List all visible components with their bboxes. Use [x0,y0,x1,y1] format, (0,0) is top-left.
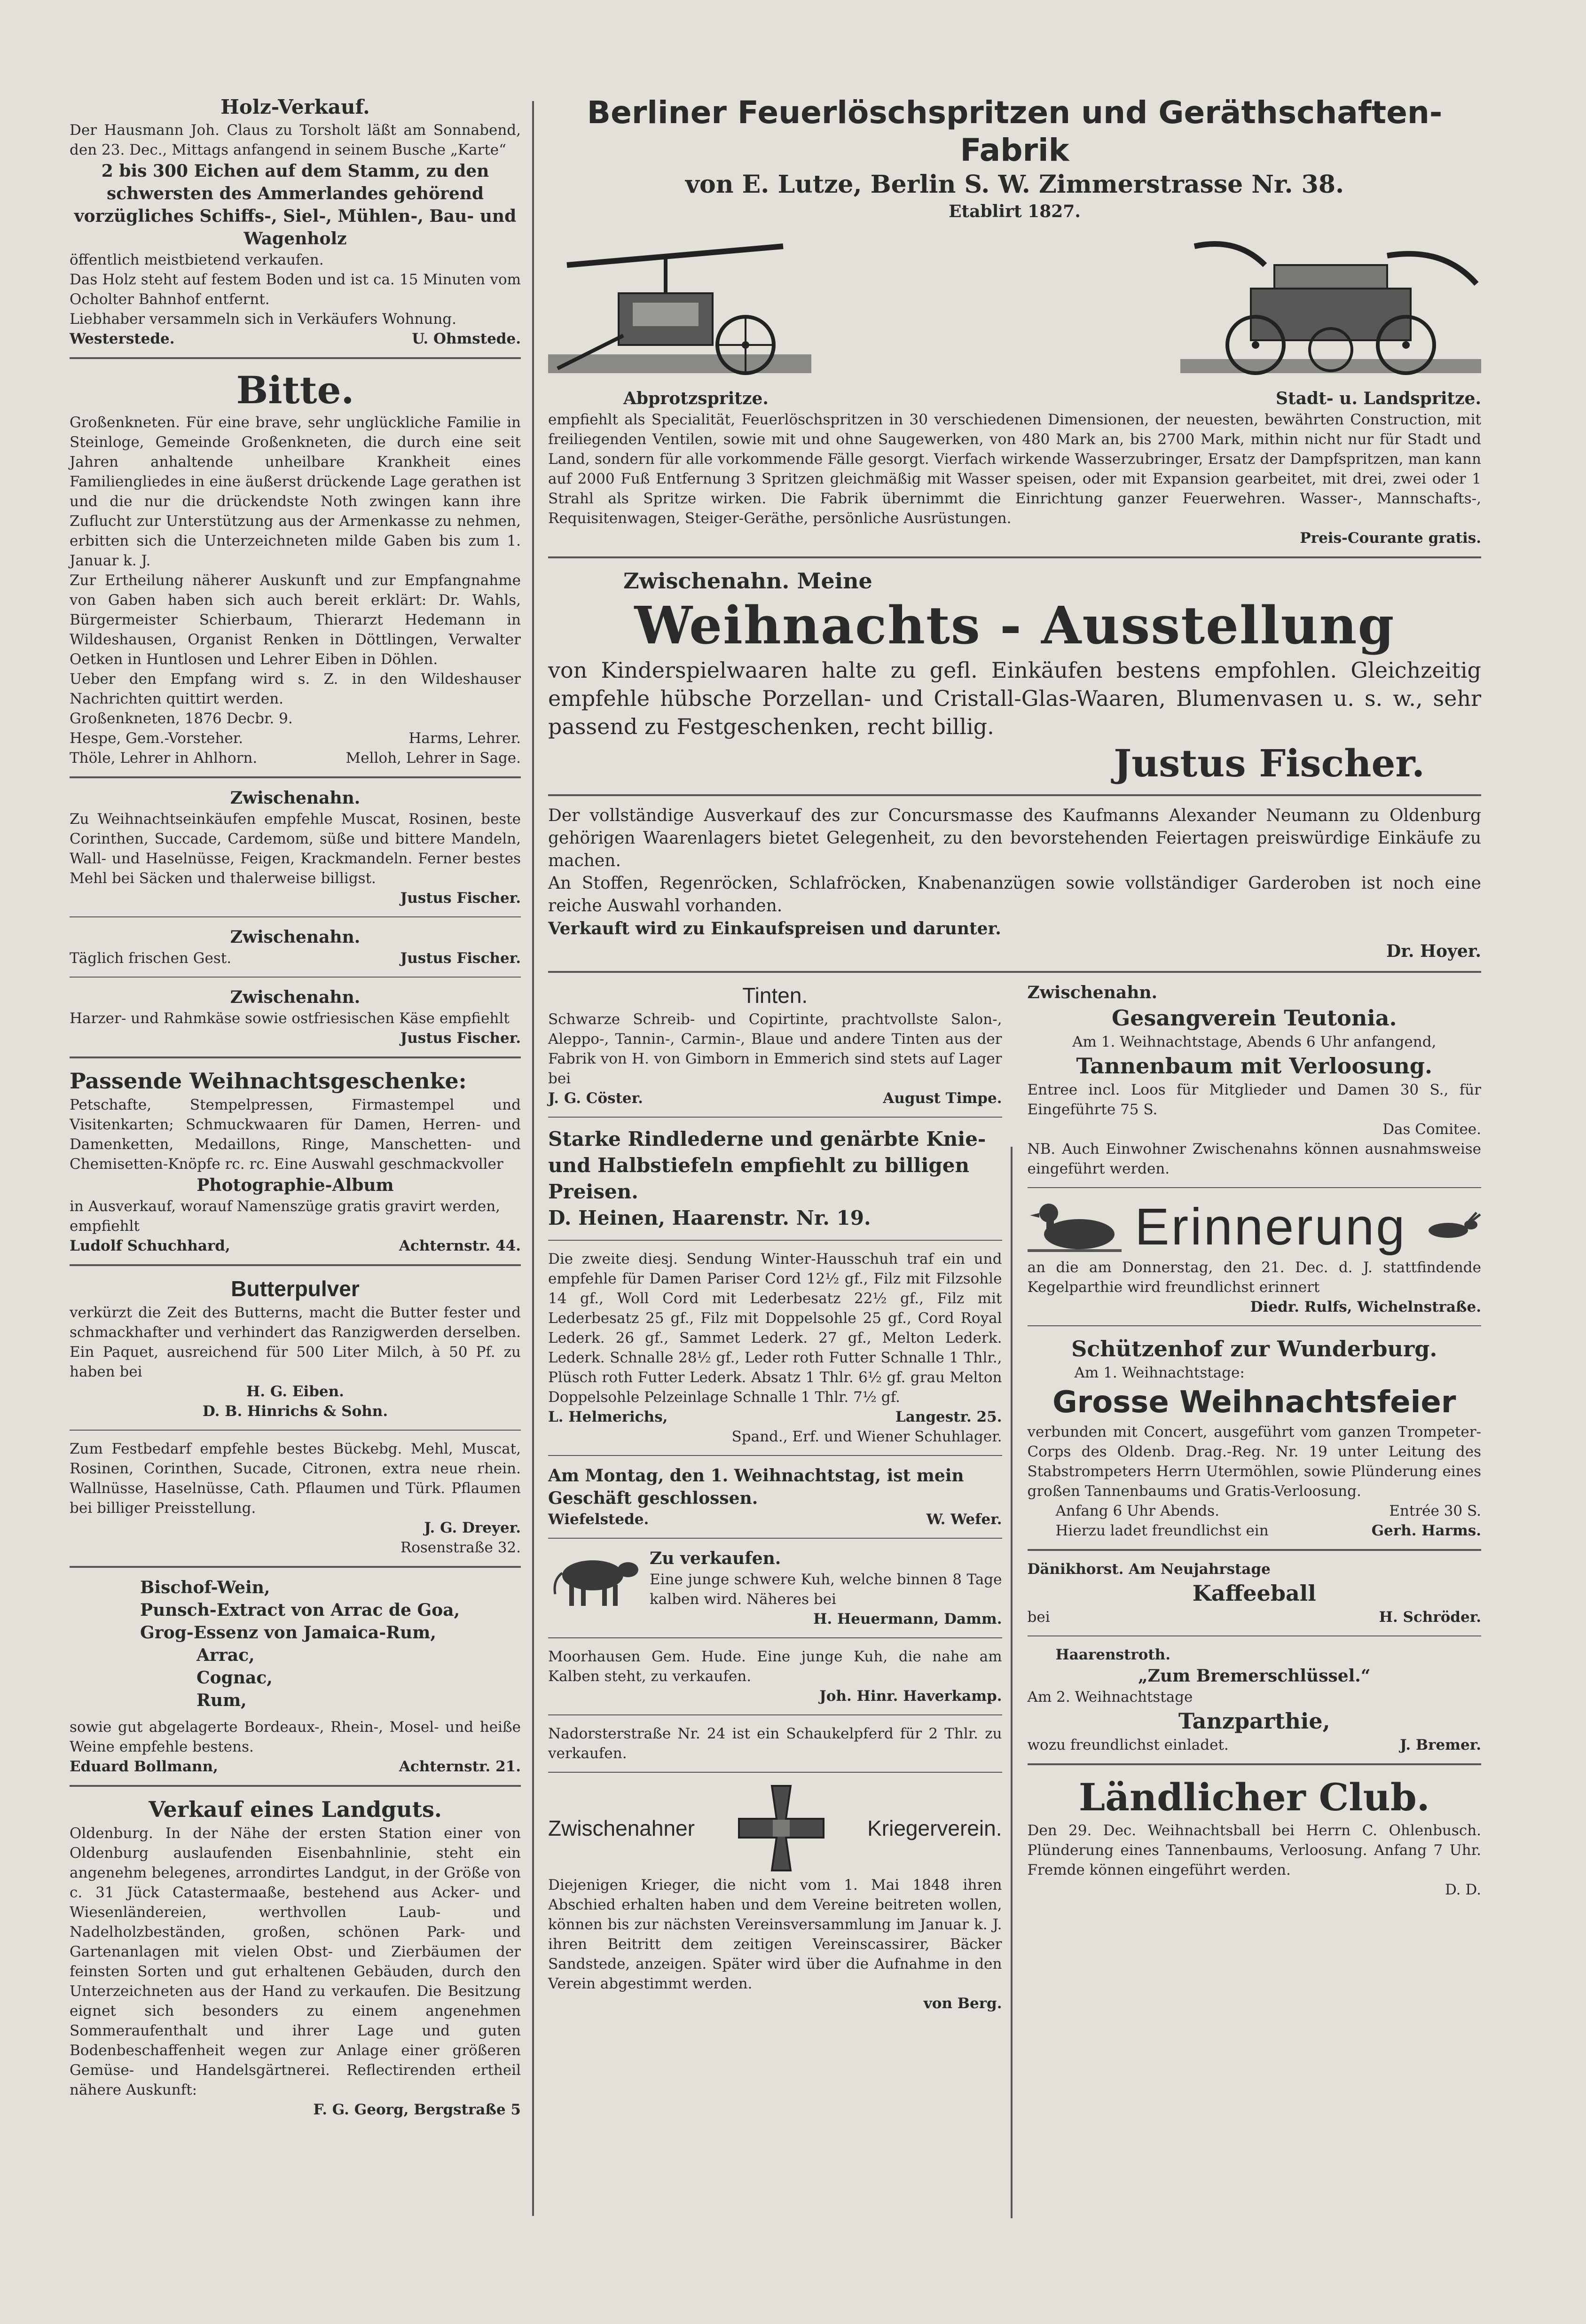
ad-divider [1028,1763,1482,1765]
ad-item: Arrac, [196,1645,255,1665]
ad-text: Hierzu ladet freundlichst ein [1055,1522,1269,1539]
ad-text: Zum Festbedarf empfehle bestes Bückebg. Mehl, Muscat, Rosinen, Corinthen, Sucade, Citronen, extra neue rhein. Wallnüsse, Haselnüsse, Cath. Pflaumen und Türk. Pflaumen bei billiger Preisstellung. [70,1440,521,1517]
ad-heinen [548,1126,1002,1231]
sig-name: L. Helmerichs, [548,1408,668,1425]
ad-title: Tinten. [742,983,808,1008]
sig-name: Thöle, Lehrer in Ahlhorn. [70,750,258,767]
ad-teutonia [1028,981,1482,1179]
iron-cross-icon [734,1781,828,1875]
ad-wefer [548,1464,1002,1529]
ad-divider [548,1240,1002,1241]
sig-name: U. Ohmstede. [412,330,521,347]
ad-signature: Diedr. Rulfs, Wichelnstraße. [1250,1299,1481,1315]
ad-divider [70,1430,521,1431]
ad-kuh-text [642,1547,1002,1629]
ad-kriegerverein [548,1781,1002,2013]
ad-title: Gesangverein Teutonia. [1111,1005,1397,1031]
ad-text: von Kinderspielwaaren halte zu gefl. Einkäufen bestens empfohlen. Gleichzeitig empfehle hübsche Porzellan- und Cristall-Glas-Waaren, Blumenvasen u. s. w., sehr passend zu Festgeschenken, recht billig. [548,657,1481,739]
ad-text: Zur Ertheilung näherer Auskunft und zur Empfangnahme von Gaben haben sich auch bereit erklärt: Dr. Wahls, Bürgermeister Schierbaum, Thierarzt Hedemann in Wildeshausen, Organist Renken in Döttlingen, Verwalter Oetken in Huntlosen und Lehrer Eiben in Döhlen. [70,572,521,668]
ad-signature [548,1088,1002,1108]
ad-signature [70,1757,521,1776]
ad-row [1028,1521,1482,1541]
ad-laendlicher-club [1028,1774,1482,1900]
ad-divider [548,1772,1002,1773]
ad-title: Kriegerverein. [867,1816,1002,1840]
caption: Stadt- u. Landspritze. [1275,389,1481,408]
ad-neumann-ausverkauf [548,805,1481,962]
engine-illustrations [548,227,1481,383]
ad-text-bold: Am Montag, den 1. Weihnachtstag, ist mein Geschäft geschlossen. [548,1466,964,1508]
ad-title: Grosse Weihnachtsfeier [1052,1385,1456,1420]
ad-text: Das Holz steht auf festem Boden und ist ca. 15 Minuten vom Ocholter Bahnhof entfernt. [70,271,521,308]
ad-signature: H. Schröder. [1379,1609,1481,1626]
ad-text: sowie gut abgelagerte Bordeaux-, Rhein-, Mosel- und heiße Weine empfehle bestens. [70,1719,521,1755]
ad-title: „Zum Bremerschlüssel.“ [1138,1666,1371,1686]
ad-divider [548,794,1481,796]
ad-title: Verkauf eines Landguts. [149,1797,442,1822]
ad-divider [548,1117,1002,1118]
ad-title: Erinnerung [1135,1198,1407,1256]
ad-row [1028,1607,1482,1627]
ad-signature: von Berg. [923,1995,1002,2012]
ad-divider [70,1566,521,1568]
ad-signature: Gerh. Harms. [1371,1522,1481,1539]
ad-row [1028,1501,1482,1521]
ad-text-bold: Preis-Courante gratis. [1300,530,1481,547]
sig-address: Achternstr. 21. [399,1758,521,1775]
ad-signature: J. G. Dreyer. [424,1519,521,1536]
ad-wunderburg [1028,1335,1482,1541]
ad-signature: D. D. [1445,1881,1481,1898]
ad-text: verkürzt die Zeit des Butterns, macht die Butter fester und schmackhafter und verhindert das Ranzigwerden derselben. Ein Paquet, ausreichend für 500 Liter Milch, à 50 Pf. zu haben bei [70,1304,521,1380]
ad-text: Petschafte, Stempelpressen, Firmastempel und Visitenkarten; Schmuckwaaren für Damen, Herren- und Damenketten, Medaillons, Ringe, Manschetten- und Chemisetten-Knöpfe rc. rc. Eine Auswahl geschmackvoller [70,1096,521,1173]
sig-name: Harms, Lehrer. [408,730,521,747]
ad-row [70,948,521,968]
ad-divider [1028,1635,1482,1636]
ad-row [1028,1735,1482,1755]
sig-name: August Timpe. [883,1090,1002,1107]
ad-text: NB. Auch Einwohner Zwischenahns können ausnahmsweise eingeführt werden. [1027,1141,1481,1177]
sig-name: Melloh, Lehrer in Sage. [345,750,521,767]
ad-signature: Justus Fischer. [400,950,521,967]
sig-address: Achternstr. 44. [399,1237,521,1254]
ad-signature: D. Heinen, Haarenstr. Nr. 19. [548,1206,871,1229]
ad-text: Moorhausen Gem. Hude. Eine junge Kuh, die nahe am Kalben steht, zu verkaufen. [548,1648,1002,1685]
ad-item: Bischof-Wein, [140,1578,270,1597]
ad-text: empfiehlt als Specialität, Feuerlöschspritzen in 30 verschiedenen Dimensionen, der neuesten, bewährten Construction, mit freiliegenden Ventilen, sowie mit und ohne Saugewerken, von 480 Mark an, bis 2700 Mark, mithin nicht nur für Stadt und Land, sondern für alle vorkommende Fälle gesorgt. Vierfach wirkende Wasserzubringer, Ersatz der Dampfspritzen, man kann auf 2000 Fuß Entfernung 3 Spritzen gleichmäßig mit Wasser speisen, oder mit Expansion gearbeitet, mit drei, zwei oder 1 Strahl als Spritze wirken. Die Fabrik übernimmt die Einrichtung ganzer Feuerwehren. Wasser-, Mannschafts-, Requisitenwagen, Steiger-Geräthe, persönliche Ausrüstungen. [548,411,1481,527]
ad-signature: H. Heuermann, Damm. [813,1611,1002,1628]
ad-date: Großenkneten, 1876 Decbr. 9. [70,710,293,727]
sig-name: W. Wefer. [926,1511,1002,1528]
sig-name: Hespe, Gem.-Vorsteher. [70,730,243,747]
right-subcolumn [1016,981,1482,2019]
ad-title: Weihnachts - Ausstellung [634,595,1395,656]
ad-address: Rosenstraße 32. [400,1539,521,1556]
ad-divider [1028,1187,1482,1188]
ad-divider [1028,1325,1482,1326]
ad-text: Eine junge schwere Kuh, welche binnen 8 Tage kalben wird. Näheres bei [650,1571,1002,1608]
ad-header: Haarenstroth. [1055,1646,1170,1663]
ad-text: bei [1027,1609,1050,1626]
ad-zwischenahn-2 [70,926,521,968]
ad-text-bold: Starke Rindlederne und genärbte Knie- und Halbstiefeln empfiehlt zu billigen Preisen. [548,1127,986,1203]
rabbit-icon [1420,1211,1481,1244]
fire-engine-illustration [1180,227,1481,383]
ad-text: in Ausverkauf, worauf Namenszüge gratis gravirt werden, empfiehlt [70,1198,501,1235]
ad-signature [70,748,521,768]
left-column [70,94,521,2125]
ad-helmerichs [548,1249,1002,1447]
ad-title: Berliner Feuerlöschspritzen und Geräthschaften- [587,94,1443,131]
ad-signature: J. Bremer. [1400,1737,1481,1753]
ad-text: Entrée 30 S. [1389,1502,1481,1519]
ad-text: Ueber den Empfang wird s. Z. in den Wildeshauser Nachrichten quittirt werden. [70,671,521,707]
ad-title: Ländlicher Club. [1078,1775,1430,1819]
ad-signature [548,1510,1002,1529]
ad-signature [548,1407,1002,1427]
ad-signature [70,1236,521,1256]
ad-text: Der vollständige Ausverkauf des zur Concursmasse des Kaufmanns Alexander Neumann zu Oldenburg gehörigen Waarenlagers bietet Gelegenheit, zu den bevorstehenden Feiertagen preiswürdige Einkäufe zu machen. [548,806,1481,870]
sig-address: Langestr. 25. [895,1408,1002,1425]
ad-signature: Joh. Hinr. Haverkamp. [819,1688,1002,1705]
ad-subtitle: von E. Lutze, Berlin S. W. Zimmerstrasse Nr. 38. [685,170,1344,199]
ad-item: Grog-Essenz von Jamaica-Rum, [140,1623,436,1643]
middle-subcolumn [548,981,1016,2019]
ad-text: Am 2. Weihnachtstage [1027,1689,1193,1706]
column-divider [532,101,534,2216]
ad-title: Butterpulver [231,1276,360,1301]
illustration-captions [548,387,1481,410]
ad-text: Diejenigen Krieger, die nicht vom 1. Mai 1848 ihren Abschied erhalten haben und dem Vereine beitreten wollen, können bis zur nächsten Vereinsversammlung im Januar k. J. ihren Beitritt dem zeitigen Vereinscassirer, Bäcker Sandstede, anzeigen. Später wird über die Aufnahme in den Verein abgestimmt werden. [548,1877,1002,1992]
duck-icon [1028,1197,1122,1258]
ad-text: Am 1. Weihnachtstage: [1074,1364,1245,1381]
ad-header: Zwischenahn. Meine [623,568,872,594]
ad-title: Kaffeeball [1192,1581,1316,1606]
ad-title: Tannenbaum mit Verloosung. [1076,1053,1433,1079]
ad-text-bold: Verkauft wird zu Einkaufspreisen und darunter. [548,919,1001,939]
sig-place: Westerstede. [70,330,175,347]
caption: Abprotzspritze. [623,389,769,408]
ad-title: Holz-Verkauf. [220,95,370,118]
ad-header-row [548,1781,1002,1875]
ad-zwischenahn-1 [70,787,521,908]
ad-title: Tanzparthie, [1178,1708,1330,1734]
ad-schaukelpferd [548,1724,1002,1763]
ad-divider [1028,1549,1482,1551]
ad-title: Zwischenahn. [230,927,361,947]
ad-header-row [1028,1197,1482,1258]
ad-subtitle: Photographie-Album [196,1175,394,1195]
ad-text: Großenkneten. Für eine brave, sehr unglückliche Familie in Steinloge, Gemeinde Großenkneten, die durch eine seit Jahren anhaltende unheilbare Krankheit eines Familiengliedes in eine äußerst drückende Lage gerathen ist und die nur die drückendste Noth zwingen kann ihre Zuflucht zur Unterstützung aus der Armenkasse zu nehmen, erbitten sich die Unterzeichneten milde Gaben bis zum 1. Januar k. J. [70,414,521,569]
ad-text: Harzer- und Rahmkäse sowie ostfriesischen Käse empfiehlt [70,1010,510,1027]
ad-text: Anfang 6 Uhr Abends. [1055,1502,1219,1519]
ad-title: Passende Weihnachtsgeschenke: [70,1068,467,1094]
ad-title: Zwischenahn. [230,987,361,1007]
ad-text: Am 1. Weihnachtstage, Abends 6 Uhr anfangend, [1072,1033,1437,1050]
ad-signature: Justus Fischer. [400,1030,521,1047]
ad-divider [548,1455,1002,1456]
ad-title: Bitte. [236,368,354,412]
ad-title: Zwischenahner [548,1816,695,1840]
ad-signature [70,329,521,349]
ad-established: Etablirt 1827. [949,202,1081,221]
sig-name: Ludolf Schuchhard, [70,1237,230,1254]
sig-place: Wiefelstede. [548,1511,649,1528]
ad-divider [70,357,521,359]
ad-header: Dänikhorst. Am Neujahrstage [1027,1561,1271,1578]
ad-signature: H. G. Eiben. [246,1383,344,1400]
ad-tanzparthie [1028,1645,1482,1755]
ad-item: Rum, [196,1690,247,1710]
ad-signature: F. G. Georg, Bergstraße 5 [313,2101,521,2118]
ad-header: Zwischenahn. [1027,983,1158,1002]
ad-tinten [548,981,1002,1108]
ad-title: Zwischenahn. [230,788,361,808]
ad-item: Punsch-Extract von Arrac de Goa, [140,1600,460,1620]
ad-landgut [70,1795,521,2120]
ad-text: An Stoffen, Regenröcken, Schlafröcken, Knabenanzügen sowie vollständiger Garderoben ist noch eine reiche Auswahl vorhanden. [548,874,1481,916]
ad-item: Cognac, [196,1668,273,1688]
cow-icon [548,1547,642,1613]
ad-divider [70,776,521,778]
ad-signature: D. B. Hinrichs & Sohn. [202,1403,388,1420]
sig-name: J. G. Cöster. [548,1090,643,1107]
ad-text: Der Hausmann Joh. Claus zu Torsholt läßt am Sonnabend, den 23. Dec., Mittags anfangend in seinem Busche „Karte“ [70,122,521,158]
ad-signature [70,728,521,748]
ad-signature: Justus Fischer. [1114,741,1425,785]
ad-text: Den 29. Dec. Weihnachtsball bei Herrn C. Ohlenbusch. Plünderung eines Tannenbaums, Verloosung. Anfang 7 Uhr. Fremde können eingeführt werden. [1027,1822,1481,1878]
ad-text: Täglich frischen Gest. [70,950,232,967]
ad-divider [548,971,1481,973]
ad-text: Die zweite diesj. Sendung Winter-Hausschuh traf ein und empfehle für Damen Pariser Cord 12½ gf., Filz mit Filzsohle 14 gf., Woll Cord mit Lederbesatz 22½ gf., Filz mit Lederbesatz 25 gf., Filz mit Doppelsohle 25 gf., Cord Royal Lederk. 26 gf., Sammet Lederk. 27 gf., Melton Lederk. Lederk. Schnalle 28½ gf., Leder roth Futter Schnalle 1 Thlr., Plüsch roth Futter Lederk. Absatz 1 Thlr. 6½ gf. grau Melton Doppelsohle Pelzeinlage Schnalle 1 Thlr. 7½ gf. [548,1251,1002,1406]
ad-text-bold: 2 bis 300 Eichen auf dem Stamm, zu den schwersten des Ammerlandes gehörend vorzügliches Schiffs-, Siel-, Mühlen-, Bau- und Wagenholz [74,161,517,249]
sig-name: Eduard Bollmann, [70,1758,218,1775]
ad-divider [70,916,521,917]
ad-text: Entree incl. Loos für Mitglieder und Damen 30 S., für Eingeführte 75 S. [1027,1081,1481,1118]
ad-weihnachtsgeschenke [70,1067,521,1256]
ad-text: öffentlich meistbietend verkaufen. [70,251,324,268]
ad-divider [548,1637,1002,1638]
ad-text: Liebhaber versammeln sich in Verkäufers Wohnung. [70,311,456,328]
ad-bitte [70,368,521,768]
ad-divider [548,556,1481,558]
ad-signature: Justus Fischer. [400,890,521,907]
ad-text: an die am Donnerstag, den 21. Dec. d. J. stattfindende Kegelparthie wird freundlichst erinnert [1027,1259,1481,1296]
fire-engine-illustration [548,227,811,383]
ad-text: Oldenburg. In der Nähe der ersten Station einer von Oldenburg auslaufenden Eisenbahnlinie, steht ein angenehm belegenes, arrondirtes Landgut, in der Größe von c. 31 Jück Catastermaaße, bestehend aus Acker- und Wiesenländereien, werthvollen Laub- und Nadelholzbeständen, großen, schönen Park- und Gartenanlagen mit vielen Obst- und Zierbäumen der feinsten Sorten und gut erhaltenen Gebäuden, durch den Unterzeichneten aus der Hand zu verkaufen. Die Besitzung eignet sich besonders zu einem angenehmen Sommeraufenthalt und ihrer Lage und guten Bodenbeschaffenheit wegen zur Anlage einer größeren Gemüse- und Handelsgärtnerei. Reflectirenden ertheil nähere Auskunft: [70,1825,521,2098]
ad-weihnachts-ausstellung [548,567,1481,786]
ad-divider [70,977,521,978]
ad-signature: Dr. Hoyer. [1386,941,1481,961]
ad-text: wozu freundlichst einladet. [1027,1737,1229,1753]
ad-moorhausen [548,1647,1002,1706]
ad-text: Zu Weihnachtseinkäufen empfehle Muscat, Rosinen, beste Corinthen, Succade, Cardemom, süße und bittere Mandeln, Wall- und Haselnüsse, Feigen, Krackmandeln. Ferner bestes Mehl bei Säcken und thalerweise billigst. [70,811,521,887]
ad-zwischenahn-3 [70,986,521,1048]
ad-header: Zu verkaufen. [650,1549,781,1568]
ad-divider [70,1264,521,1266]
ad-text: Spand., Erf. und Wiener Schuhlager. [731,1428,1002,1445]
ad-text: verbunden mit Concert, ausgeführt vom ganzen Trompeter-Corps des Oldenb. Drag.-Reg. Nr. 19 unter Leitung des Stabstrompeters Herrn Utermöhlen, sowie Plünderung eines großen Tannenbaums und Gratis-Verloosung. [1027,1424,1481,1500]
right-subcolumns [548,981,1481,2019]
ad-kuh [548,1547,1002,1629]
right-column [548,94,1481,2019]
ad-divider [548,1714,1002,1715]
ad-text: Nadorsterstraße Nr. 24 ist ein Schaukelpferd für 2 Thlr. zu verkaufen. [548,1725,1002,1762]
ad-divider [70,1785,521,1787]
ad-butterpulver [70,1275,521,1421]
ad-title: Fabrik [960,132,1069,168]
ad-holz-verkauf [70,94,521,349]
ad-bischof-wein [70,1576,521,1712]
ad-signature: Das Comitee. [1382,1121,1481,1138]
ad-divider [70,1056,521,1058]
ad-title: Schützenhof zur Wunderburg. [1071,1336,1437,1362]
ad-erinnerung [1028,1197,1482,1317]
ad-kaffeeball [1028,1559,1482,1627]
ad-text: Schwarze Schreib- und Copirtinte, prachtvollste Salon-, Aleppo-, Tannin-, Carmin-, Blaue und andere Tinten aus der Fabrik von H. von Gimborn in Emmerich sind stets auf Lager bei [548,1011,1002,1087]
ad-lutze-feuerloeschspritzen [548,94,1481,548]
ad-festbedarf [70,1439,521,1557]
ad-divider [548,1538,1002,1539]
